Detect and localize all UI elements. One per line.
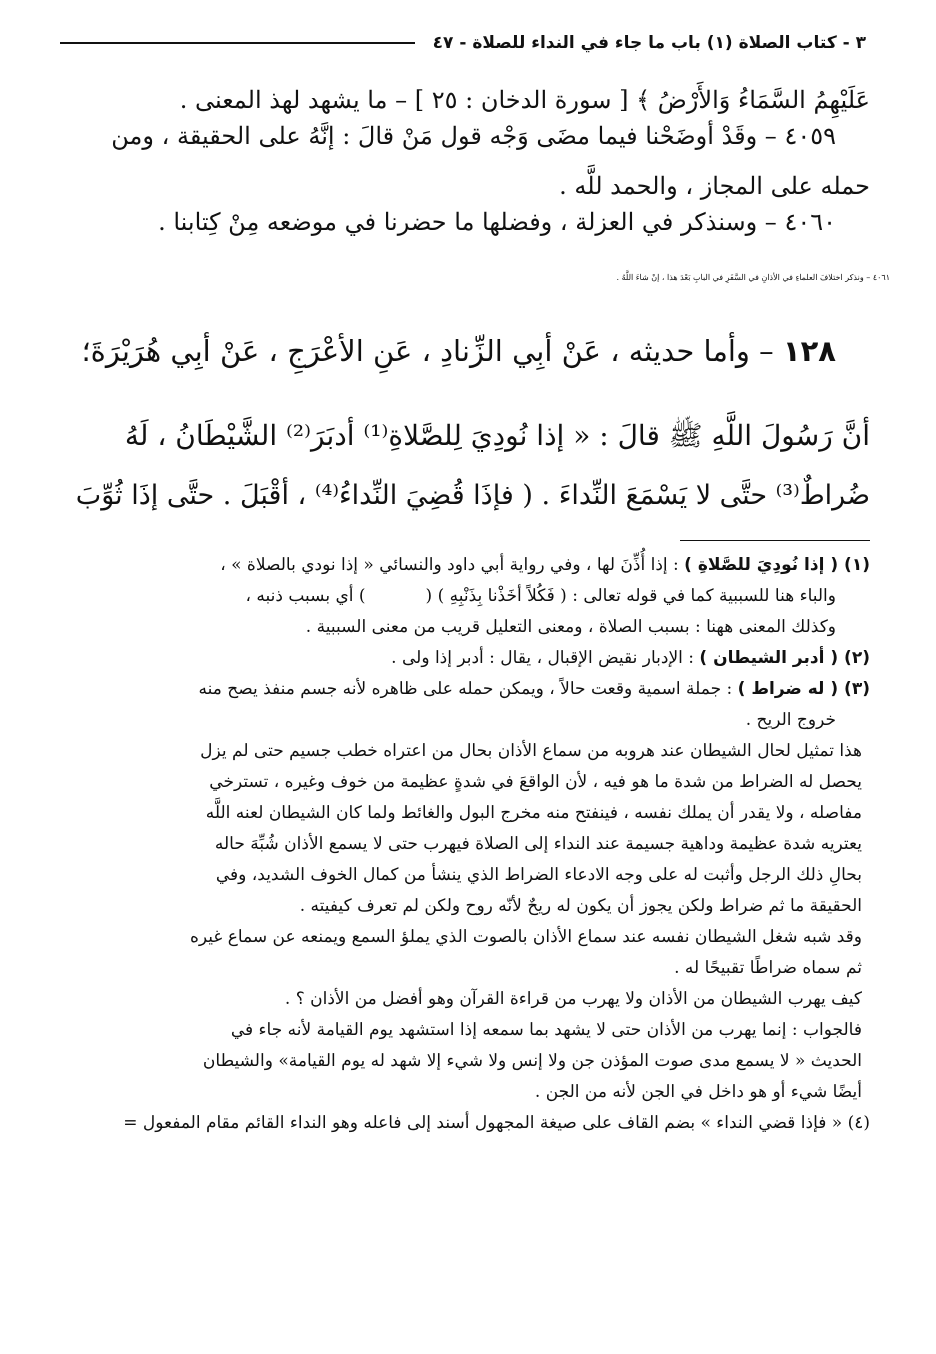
footnote-3 — [60, 674, 870, 705]
running-header — [60, 26, 866, 60]
footnote-1-line: وكذلك المعنى ههنا : بسبب الصلاة ، ومعنى التعليل قريب من معنى السببية . — [305, 617, 836, 637]
hadith-number: ١٢٨ — [782, 334, 836, 368]
paragraph-4059: ٤٠٥٩ – وقَدْ أوضَحْنا فيما مضَى وَجْه قول مَنْ قالَ : إنَّهُ على الحقيقة ، ومن — [111, 122, 836, 150]
footnote-1-line — [60, 581, 870, 612]
hadith-text-line: ضُراطٌ⁽³⁾ حتَّى لا يَسْمَعَ النِّداءَ . ( فإذَا قُضِيَ النِّداءُ⁽⁴⁾ ، أقْبَلَ . حتَّى إذَا ثُوِّبَ — [75, 480, 870, 511]
header-rule — [60, 42, 415, 44]
commentary-line: وقد شبه شغل الشيطان نفسه عند سماع الأذان بالصوت الذي يملؤ السمع ويمنعه عن سماع غيره — [190, 927, 862, 947]
footnote-4: (٤) « فإذا قضي النداء » بضم القاف على صيغة المجهول أسند إلى فاعله وهو النداء القائم مقام المفعول = — [123, 1113, 870, 1133]
commentary-line: ثم سماه ضراطًا تقبيحًا له . — [674, 958, 862, 978]
commentary-line: يحصل له الضراط من شدة ما هو فيه ، لأن الواقعَ في شدةٍ عظيمة من خوف وغيره ، تسترخي — [209, 772, 862, 792]
footnotes — [60, 550, 870, 1139]
hadith-heading — [70, 325, 870, 377]
footnote-2 — [60, 643, 870, 674]
text-line: عَلَيْهِمُ السَّمَاءُ وَالأَرْضُ ﴾ [ سورة الدخان : ٢٥ ] – ما يشهد لهذ المعنى . — [179, 86, 870, 114]
footnote-1-text: : إذا أُذِّنَ لها ، وفي رواية أبي داود والنسائي « إذا نودي بالصلاة » ، — [220, 555, 679, 575]
paragraph-4061: ٤٠٦١ – ونذكر اختلافَ العلماءِ في الأذانِ في السَّفَرِ في البابِ بَعْدَ هذا ، إنْ شاءَ اللَّهُ . — [616, 273, 890, 282]
footnote-1-quran-ref: والباء هنا للسببية كما في قوله تعالى : ( فَكُلاً أخَذْنا بِذَنْبِهِ ) ( — [425, 586, 836, 606]
footnote-3-line: خروج الريح . — [745, 710, 836, 730]
footnote-2-text: : الإدبار نقيض الإقبال ، يقال : أدبر إذا ولى . — [391, 648, 695, 668]
commentary-line: يعتريه شدة عظيمة وداهية جسيمة عند النداء إلى الصلاة فيهرب حتى لا يسمع الأذان شُبِّهَ حاله — [214, 834, 862, 854]
footnote-3-lemma: (٣) ( له ضراط ) — [737, 679, 870, 699]
header-title: ٣ - كتاب الصلاة (١) باب ما جاء في النداء للصلاة - ٤٧ — [432, 33, 866, 53]
commentary-line: بحالِ ذلك الرجل وأثبت له على وجه الادعاء الضراط الذي ينشأ من كمال الخوف الشديد، وفي — [215, 865, 862, 885]
commentary-line: الحديث « لا يسمع مدى صوت المؤذن جن ولا إنس ولا شيء إلا شهد له يوم القيامة» والشيطان — [202, 1051, 862, 1071]
hadith-text-line: أنَّ رَسُولَ اللَّهِ ﷺ قالَ : « إذا نُودِيَ لِلصَّلاةِ⁽¹⁾ أدبَرَ⁽²⁾ الشَّيْطَانُ ، لَهُ — [124, 419, 870, 452]
paragraph-4060: ٤٠٦٠ – وسنذكر في العزلة ، وفضلها ما حضرنا في موضعه مِنْ كِتابنا . — [158, 208, 836, 236]
footnote-1 — [60, 550, 870, 581]
commentary-question: كيف يهرب الشيطان من الأذان ولا يهرب من قراءة القرآن وهو أفضل من الأذان ؟ . — [284, 989, 862, 1009]
footnote-2-lemma: (٢) ( أدبر الشيطان ) — [699, 648, 870, 668]
commentary-line: فالجواب : إنما يهرب من الأذان حتى لا يشهد بما سمعه إذا استشهد يوم القيامة لأنه جاء في — [230, 1020, 862, 1040]
footnote-1-meaning: ) أي بسبب ذنبه ، — [245, 586, 366, 606]
commentary-line: الحقيقة ما ثم ضراط ولكن يجوز أن يكون له ريحٌ لأنّه روح ولكن لم تعرف كيفيته . — [299, 896, 862, 916]
footnote-separator — [680, 540, 870, 541]
commentary-line: هذا تمثيل لحال الشيطان عند هروبه من سماع الأذان بحال من اعتراه خطب جسيم حتى لم يزل — [200, 741, 862, 761]
text-line: حمله على المجاز ، والحمد للَّه . — [559, 172, 870, 200]
footnote-1-lemma: (١) ( إذا نُودِيَ للصَّلاةِ ) — [684, 555, 870, 575]
main-text — [70, 82, 890, 526]
footnote-3-text: : جملة اسمية وقعت حالاً ، ويمكن حمله على ظاهره لأنه جسم منفذ يصح منه — [198, 679, 733, 699]
commentary-line: أيضًا شيء أو هو داخل في الجن لأنه من الجن . — [534, 1082, 862, 1102]
commentary-line: مفاصله ، ولا يقدر أن يملك نفسه ، فينفتح منه مخرج البول والغائط ولما كان الشيطان لعنه اللَّه — [205, 803, 862, 823]
hadith-chain: – وأما حديثه ، عَنْ أبِي الزِّنادِ ، عَنِ الأعْرَجِ ، عَنْ أبِي هُرَيْرَةَ؛ — [81, 334, 774, 368]
